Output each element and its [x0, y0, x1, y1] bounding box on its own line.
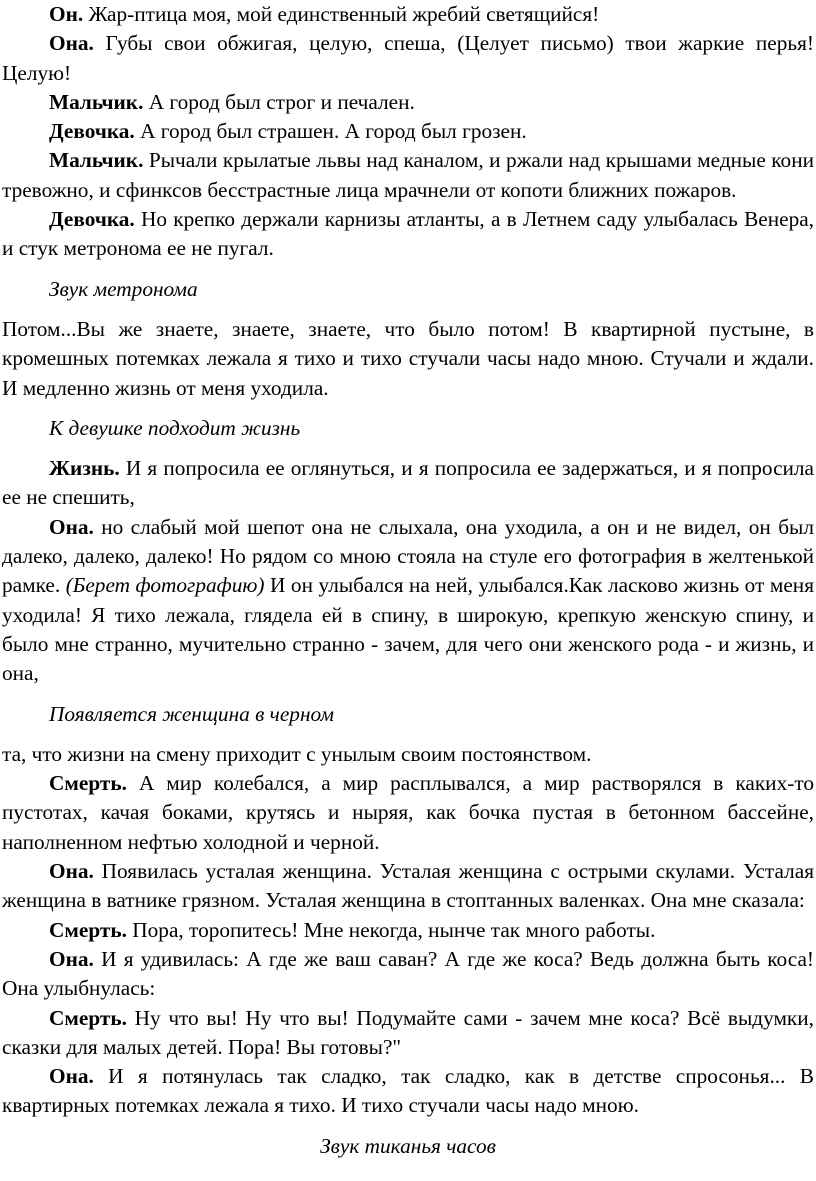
speaker-name: Мальчик. — [49, 89, 144, 114]
dialogue-line — [2, 454, 814, 513]
speaker-name: Он. — [49, 2, 84, 26]
speaker-name: Смерть. — [49, 771, 127, 796]
speaker-name: Она. — [49, 859, 94, 884]
narration-paragraph: Потом...Вы же знаете, знаете, знаете, что было потом! В квартирной пустыне, в кромешных потемках лежала я тихо и тихо стучали часы надо мною. Стучали и ждали. И медленно жизнь от меня уходила. — [2, 316, 814, 400]
dialogue-line — [2, 513, 814, 689]
dialogue-line — [2, 88, 814, 117]
line-text: И я потянулась так сладко, так сладко, как в детстве спросонья... В квартирных потемках лежала я тихо. И тихо стучали часы надо мною. — [2, 1064, 814, 1118]
speaker-name: Она. — [49, 1064, 94, 1089]
dialogue-line — [2, 769, 814, 857]
line-text: Губы свои обжигая, целую, спеша, (Целует письмо) твои жаркие перья! Целую! — [2, 31, 814, 85]
line-text: Пора, торопитесь! Мне некогда, нынче так много работы. — [126, 917, 656, 942]
dialogue-line — [2, 205, 814, 264]
line-text: Но крепко держали карнизы атланты, а в Летнем саду улыбалась Венера, и стук метронома ее не пугал. — [2, 207, 814, 261]
speaker-name: Девочка. — [49, 119, 135, 144]
stage-direction: Звук метронома — [49, 276, 198, 301]
speaker-name: Смерть. — [49, 917, 127, 942]
stage-direction: Появляется женщина в черном — [49, 701, 334, 726]
line-text: А город был страшен. А город был грозен. — [134, 119, 527, 144]
stage-direction: К девушке подходит жизнь — [49, 415, 301, 440]
dialogue-line — [2, 945, 814, 1004]
speaker-name: Она. — [49, 514, 94, 539]
line-text: Жар-птица моя, мой единственный жребий светящийся! — [83, 2, 600, 26]
line-text: А город был строг и печален. — [143, 89, 415, 114]
dialogue-line — [2, 857, 814, 916]
dialogue-line — [2, 117, 814, 146]
speaker-name: Она. — [49, 31, 94, 56]
dialogue-line — [2, 1062, 814, 1121]
dialogue-line — [2, 1004, 814, 1063]
speaker-name: Она. — [49, 946, 94, 971]
narration-paragraph: та, что жизни на смену приходит с унылым своим постоянством. — [2, 741, 592, 766]
line-text: Появилась усталая женщина. Усталая женщина с острыми скулами. Усталая женщина в ватнике грязном. Усталая женщина в стоптанных валенках. Она мне сказала: — [2, 859, 814, 913]
inline-remark: (Берет фотографию) — [65, 573, 265, 598]
line-text: Ну что вы! Ну что вы! Подумайте сами - зачем мне коса? Всё выдумки, сказки для малых детей. Пора! Вы готовы?" — [2, 1005, 814, 1059]
speaker-name: Мальчик. — [49, 148, 144, 173]
dialogue-line — [2, 146, 814, 205]
line-text: И я удивилась: А где же ваш саван? А где же коса? Ведь должна быть коса! Она улыбнулась: — [2, 946, 814, 1001]
line-text: Рычали крылатые львы над каналом, и ржали над крышами медные кони тревожно, и сфинксов бесстрастные лица мрачнели от копоти ближних пожаров. — [2, 148, 814, 202]
line-text: И я попросила ее оглянуться, и я попросила ее задержаться, и я попросила ее не спешить, — [2, 456, 814, 510]
speaker-name: Девочка. — [49, 207, 135, 232]
dialogue-line — [2, 29, 814, 88]
line-text: И он улыбался на ней, улыбался.Как ласково жизнь от меня уходила! Я тихо лежала, глядела ей в спину, в широкую, крепкую женскую спину, и было мне странно, мучительно странно - зачем, для чего они женского рода - и жизнь, и она, — [2, 573, 814, 686]
line-text: А мир колебался, а мир расплывался, а мир растворялся в каких-то пустотах, качая боками, крутясь и ныряя, как бочка пустая в бетонном бассейне, наполненном нефтью холодной и черной. — [2, 771, 814, 854]
speaker-name: Смерть. — [49, 1005, 127, 1030]
dialogue-line — [2, 0, 814, 29]
line-text: но слабый мой шепот она не слыхала, она уходила, а он и не видел, он был далеко, далеко, далеко! Но рядом со мною стояла на стуле его фотография в желтенькой рамке. — [2, 514, 814, 598]
speaker-name: Жизнь. — [49, 456, 120, 481]
stage-direction: Звук тиканья часов — [320, 1133, 496, 1158]
dialogue-line — [2, 916, 814, 945]
